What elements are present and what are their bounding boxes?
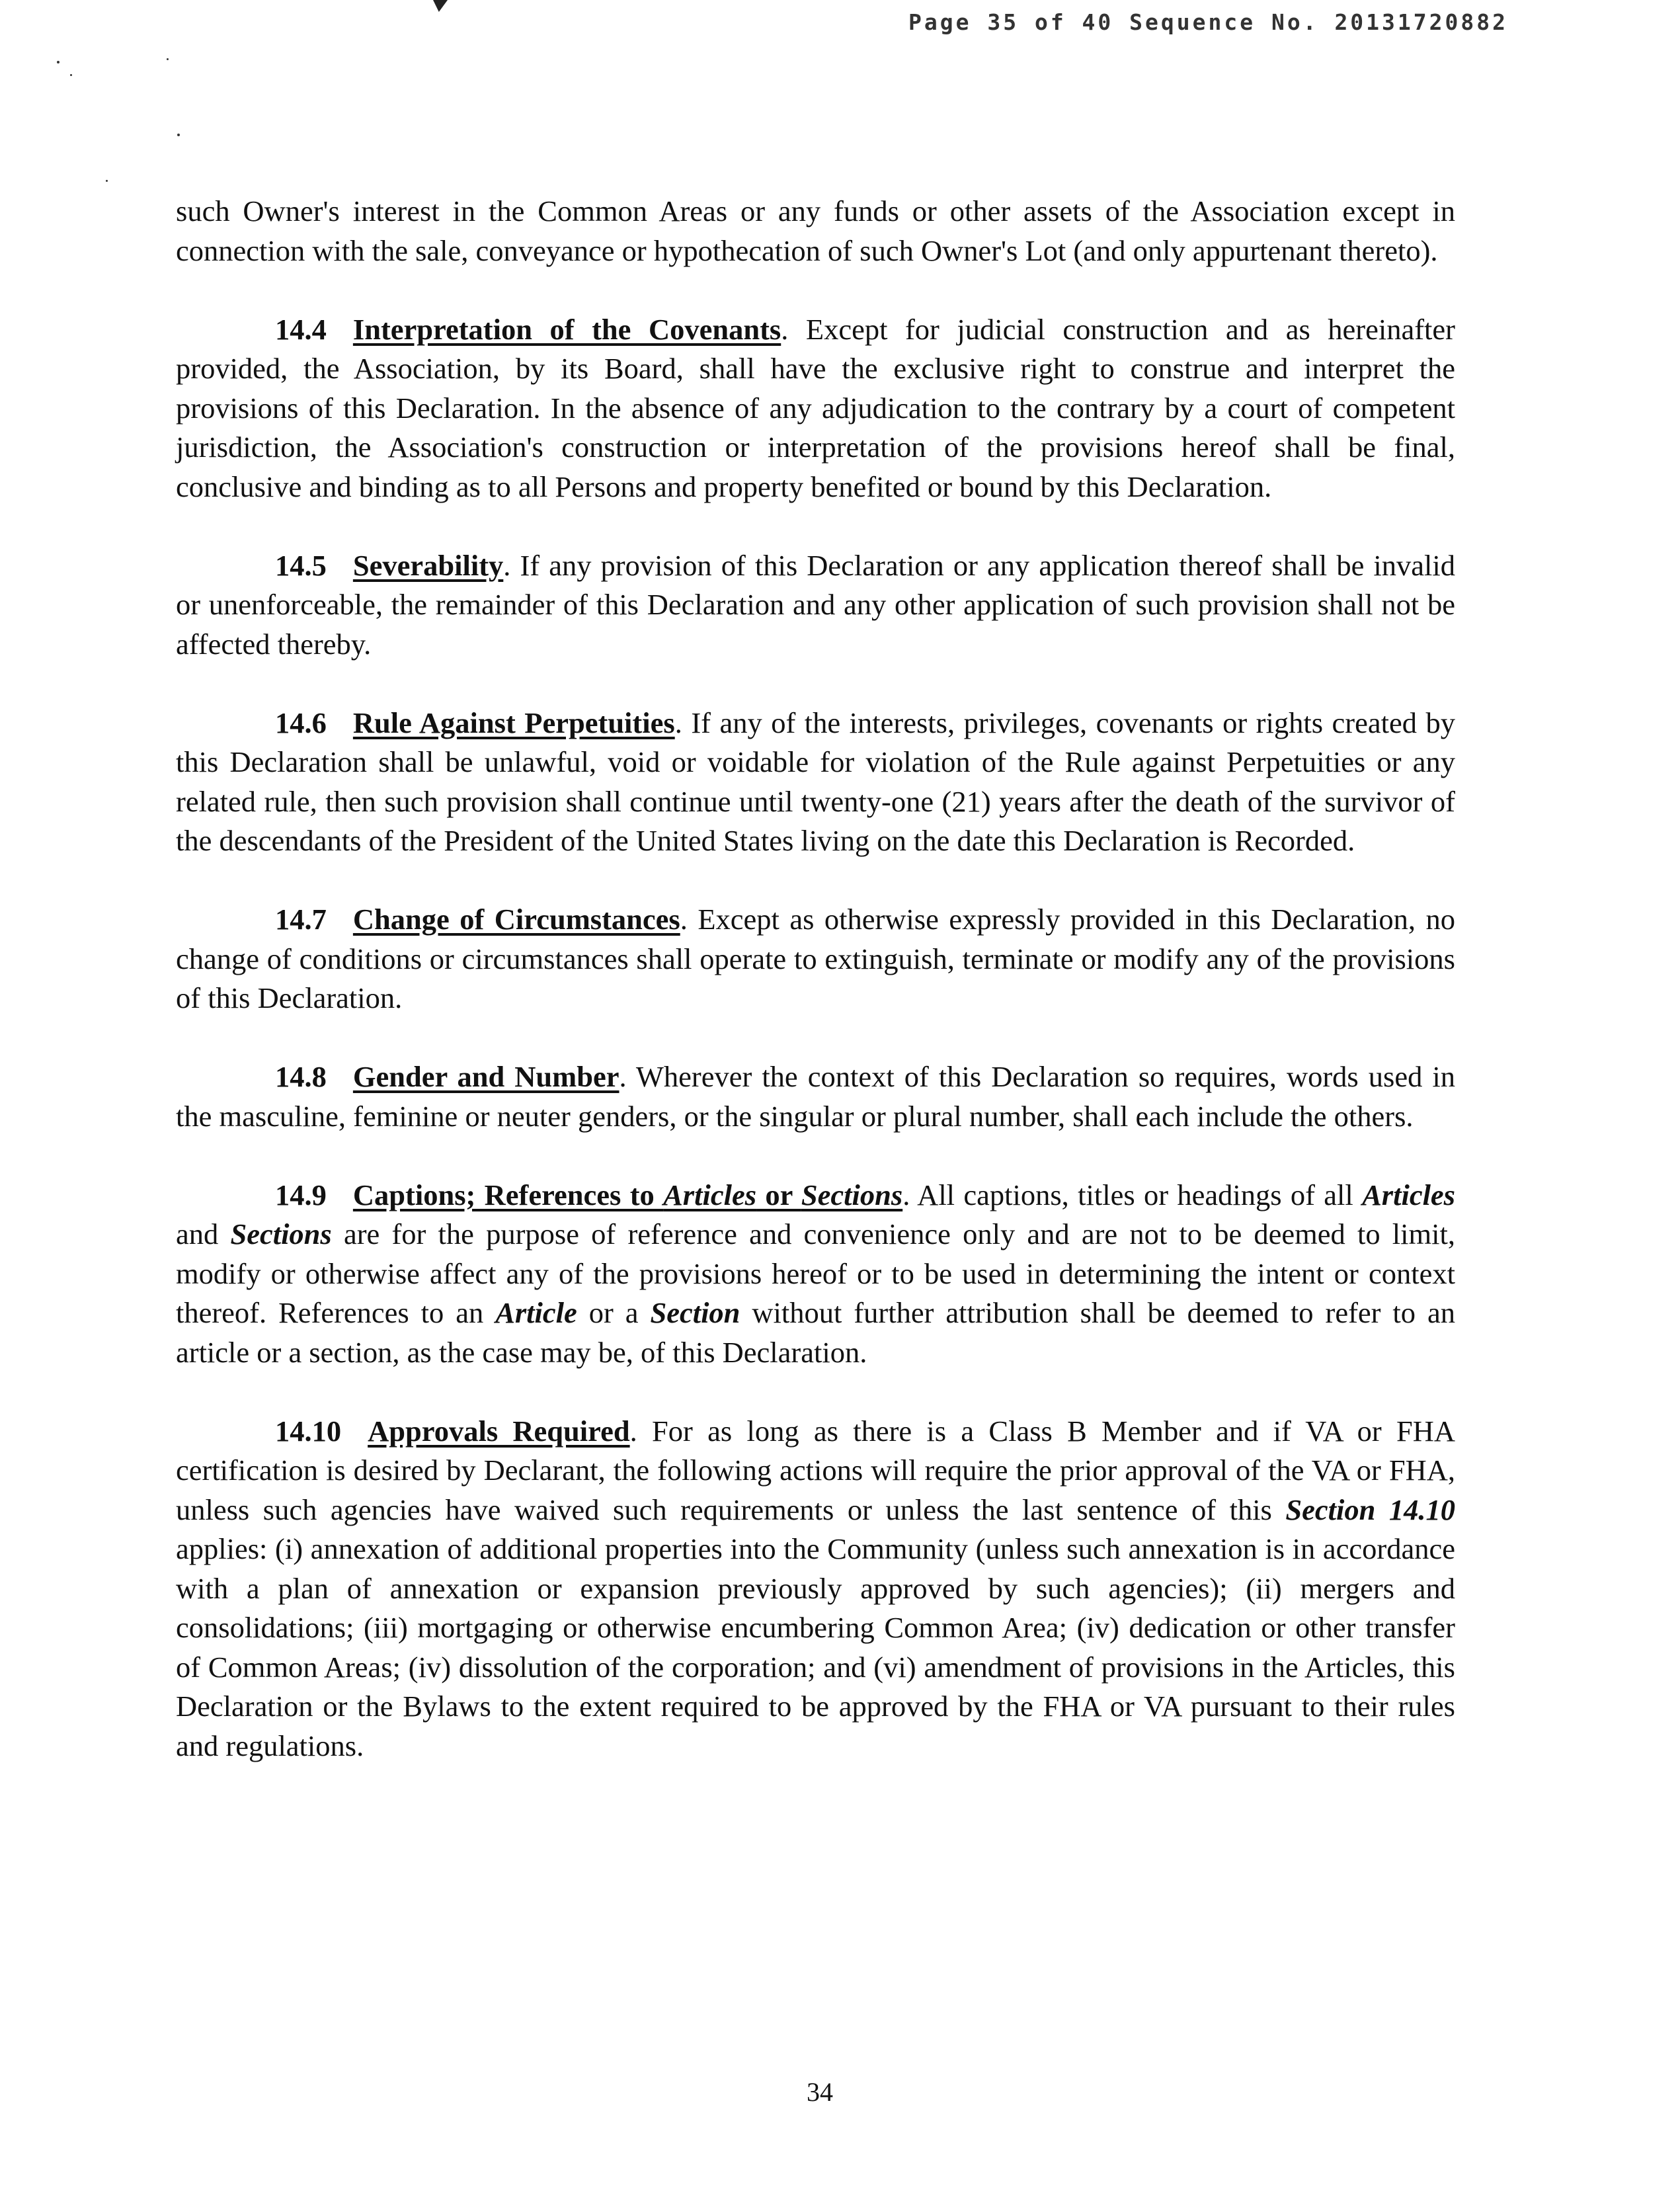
section-title: Interpretation of the Covenants: [352, 312, 781, 346]
section-title: Rule Against Perpetuities: [352, 706, 675, 739]
scan-speck: [177, 134, 180, 136]
section-title: Change of Circumstances: [352, 903, 680, 936]
section-number: 14.4: [275, 312, 327, 346]
defined-term: Article: [495, 1296, 577, 1329]
scan-mark: [433, 0, 448, 12]
section-title: Approvals Required: [368, 1414, 630, 1448]
document-body: [176, 192, 1455, 1805]
section-text: are for the purpose of reference and convenience only and are not to be deemed to limit, modify or otherwise affect any of the provisions hereof or to be used in determining the intent or context thereof. References to an: [176, 1217, 1455, 1329]
section-text: and: [176, 1217, 231, 1250]
section-text: . All captions, titles or headings of all: [902, 1178, 1363, 1211]
scan-speck: [167, 58, 169, 60]
section-text: without further attribution shall be deemed to refer to an article or a section, as the case may be, of this Declaration.: [176, 1296, 1455, 1369]
section-number: 14.5: [275, 548, 327, 582]
section-14-7: [176, 900, 1455, 1018]
section-14-10: [176, 1412, 1455, 1766]
page-header: Page 35 of 40 Sequence No. 20131720882: [908, 9, 1508, 35]
intro-paragraph: such Owner's interest in the Common Areas or any funds or other assets of the Association except in connection with the sale, conveyance or hypothecation of such Owner's Lot (and only appurtenant thereto).: [176, 194, 1455, 267]
section-title-part: or: [756, 1178, 801, 1211]
section-number: 14.8: [275, 1060, 327, 1093]
section-title: Gender and Number: [352, 1060, 620, 1093]
page-number: 34: [807, 2077, 833, 2107]
section-number: 14.9: [275, 1178, 327, 1211]
defined-term: Articles: [1362, 1178, 1456, 1211]
section-text: . For as long as there is a Class B Member and if VA or FHA certification is desired by Declarant, the following actions will require the prior approval of the VA or FHA, unless such agencies have waived such requirements or unless the last sentence of this: [176, 1414, 1455, 1526]
section-14-4: [176, 310, 1455, 507]
scan-speck: [106, 180, 108, 182]
section-title-part: Captions; References to: [352, 1178, 664, 1211]
section-number: 14.10: [275, 1414, 342, 1448]
section-14-9: [176, 1176, 1455, 1373]
section-title: [353, 1178, 902, 1211]
section-text: or a: [577, 1296, 651, 1329]
section-14-6: [176, 704, 1455, 861]
scan-speck: [57, 61, 60, 63]
section-title-italic: Articles: [663, 1178, 757, 1211]
section-number: 14.7: [275, 903, 327, 936]
section-text: . If any of the interests, privileges, covenants or rights created by this Declaration shall be unlawful, void or voidable for violation of the Rule against Perpetuities or any related rule, then such provision shall continue until twenty-one (21) years after the death of the survivor of the descendants of the President of the United States living on the date this Declaration is Recorded.: [176, 706, 1455, 857]
section-text: applies: (i) annexation of additional properties into the Community (unless such annexation is in accordance with a plan of annexation or expansion previously approved by such agencies); (ii) mergers and consolidations; (iii) mortgaging or otherwise encumbering Common Area; (iv) dedication or other transfer of Common Areas; (iv) dissolution of the corporation; and (vi) amendment of provisions in the Articles, this Declaration or the Bylaws to the extent required to be approved by the FHA or VA pursuant to their rules and regulations.: [176, 1532, 1455, 1762]
section-number: 14.6: [275, 706, 327, 739]
section-text: . If any provision of this Declaration or any application thereof shall be invalid or unenforceable, the remainder of this Declaration and any other application of such provision shall not be affected thereby.: [176, 548, 1455, 661]
section-14-5: [176, 546, 1455, 665]
section-text: . Except for judicial construction and as hereinafter provided, the Association, by its Board, shall have the exclusive right to construe and interpret the provisions of this Declaration. In the absence of any adjudication to the contrary by a court of competent jurisdiction, the Association's construction or interpretation of the provisions hereof shall be final, conclusive and binding as to all Persons and property benefited or bound by this Declaration.: [176, 312, 1455, 503]
section-14-8: [176, 1057, 1455, 1136]
section-text: . Wherever the context of this Declaration so requires, words used in the masculine, feminine or neuter genders, or the singular or plural number, shall each include the others.: [176, 1060, 1455, 1133]
section-title: Severability: [352, 548, 504, 582]
defined-term: Sections: [230, 1217, 332, 1250]
defined-term: Section 14.10: [1285, 1493, 1455, 1526]
scan-speck: [70, 74, 72, 76]
section-text: . Except as otherwise expressly provided in this Declaration, no change of conditions or circumstances shall operate to extinguish, terminate or modify any of the provisions of this Declaration.: [176, 903, 1455, 1014]
section-title-italic: Sections: [801, 1178, 903, 1211]
defined-term: Section: [650, 1296, 740, 1329]
